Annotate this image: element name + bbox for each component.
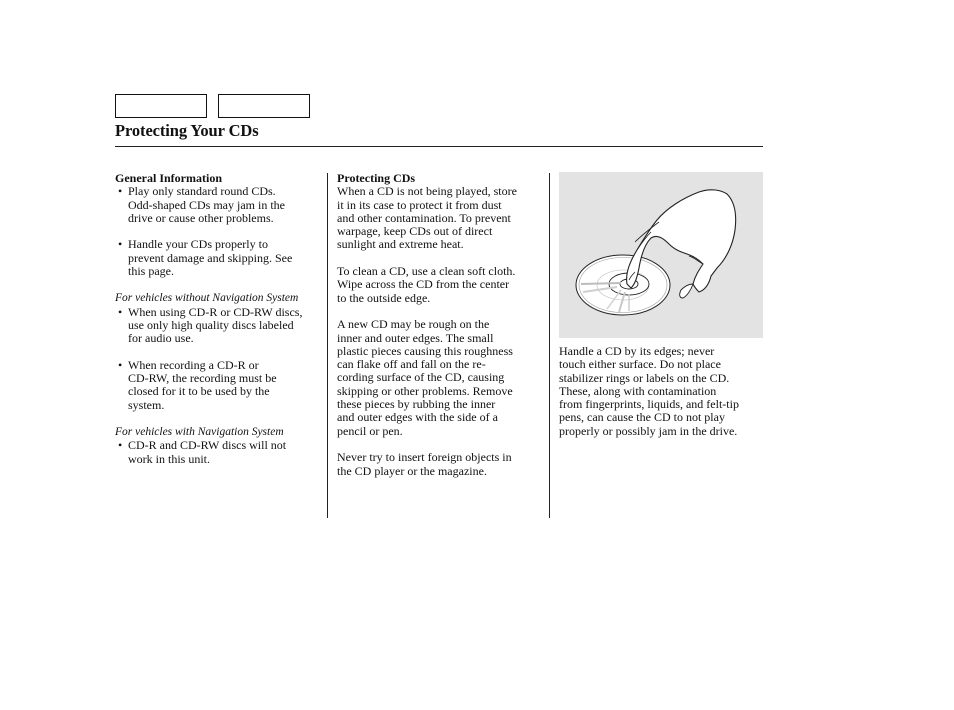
paragraph-line: Never try to insert foreign objects in (337, 450, 512, 465)
without-nav-bullet-list (115, 306, 325, 412)
paragraph-line: skipping or other problems. Remove (337, 383, 513, 398)
paragraph-line: the CD player or the magazine. (337, 463, 487, 478)
bullet-line: Odd-shaped CDs may jam in the (128, 197, 285, 212)
paragraph-line: to the outside edge. (337, 290, 431, 305)
bullet-item (115, 238, 325, 278)
general-information-column (115, 172, 325, 466)
caption-line: Handle a CD by its edges; never (559, 344, 715, 358)
with-nav-bullet-list (115, 439, 325, 466)
bullet-dot-icon: • (118, 184, 123, 199)
protecting-cds-paragraphs (337, 185, 545, 478)
title-rule (115, 146, 763, 147)
caption-text (559, 345, 764, 438)
bullet-dot-icon: • (118, 438, 123, 453)
bullet-line: When recording a CD-R or (128, 357, 259, 372)
bullet-line: for audio use. (128, 331, 194, 346)
paragraph-line: warpage, keep CDs out of direct (337, 224, 493, 239)
bullet-dot-icon: • (118, 357, 123, 372)
protecting-cds-heading: Protecting CDs (337, 171, 416, 185)
paragraph-line: cording surface of the CD, causing (337, 370, 505, 385)
bullet-line: drive or cause other problems. (128, 210, 274, 225)
paragraph-line: these pieces by rubbing the inner (337, 397, 496, 412)
bullet-line: use only high quality discs labeled (128, 317, 294, 332)
bullet-line: closed for it to be used by the (128, 384, 270, 399)
bullet-line: CD-R and CD-RW discs will not (128, 438, 287, 453)
paragraph (337, 318, 545, 438)
caption-line: stabilizer rings or labels on the CD. (559, 370, 730, 385)
paragraph (337, 265, 545, 305)
bullet-gap (115, 225, 325, 238)
paragraph-line: pencil or pen. (337, 423, 403, 438)
paragraph (337, 451, 545, 478)
bullet-item (115, 185, 325, 225)
caption-line: These, along with contamination (559, 383, 717, 398)
paragraph (337, 185, 545, 251)
paragraph-line: A new CD may be rough on the (337, 317, 490, 332)
paragraph-line: and outer edges with the side of a (337, 410, 498, 425)
general-information-heading: General Information (115, 171, 222, 185)
protecting-cds-column (337, 172, 545, 478)
bullet-line: this page. (128, 264, 174, 279)
bullet-line: CD-RW, the recording must be (128, 371, 277, 386)
bullet-gap (115, 346, 325, 359)
paragraph-line: it in its case to protect it from dust (337, 197, 502, 212)
note-without-navigation: For vehicles without Navigation System (115, 292, 299, 305)
paragraph-line: plastic pieces causing this roughness (337, 343, 513, 358)
bullet-item (115, 306, 325, 346)
paragraph-line: can flake off and fall on the re- (337, 357, 486, 372)
bullet-line: system. (128, 397, 165, 412)
caption-line: pens, can cause the CD to not play (559, 410, 725, 425)
caption-line: from fingerprints, liquids, and felt-tip (559, 397, 739, 412)
paragraph-line: Wipe across the CD from the center (337, 277, 510, 292)
cd-hand-svg (559, 172, 763, 338)
paragraph-line: inner and outer edges. The small (337, 330, 494, 345)
caption-line: touch either surface. Do not place (559, 357, 721, 372)
bullet-dot-icon: • (118, 304, 123, 319)
nav-box-section-index[interactable] (218, 94, 310, 118)
bullet-item (115, 359, 325, 412)
column-divider-1 (327, 173, 328, 518)
bullet-dot-icon: • (118, 237, 123, 252)
paragraph-line: and other contamination. To prevent (337, 210, 511, 225)
figure-caption (559, 345, 764, 438)
nav-box-main-menu[interactable] (115, 94, 207, 118)
page-title: Protecting Your CDs (115, 121, 259, 140)
bullet-line: Handle your CDs properly to (128, 237, 268, 252)
paragraph-line: To clean a CD, use a clean soft cloth. (337, 264, 516, 279)
paragraph-line: sunlight and extreme heat. (337, 237, 464, 252)
note-with-navigation: For vehicles with Navigation System (115, 426, 284, 439)
general-bullet-list (115, 185, 325, 278)
bullet-item (115, 439, 325, 466)
bullet-line: Play only standard round CDs. (128, 184, 276, 199)
column-divider-2 (549, 173, 550, 518)
paragraph-line: When a CD is not being played, store (337, 184, 517, 199)
bullet-line: When using CD-R or CD-RW discs, (128, 304, 303, 319)
bullet-line: prevent damage and skipping. See (128, 250, 293, 265)
bullet-line: work in this unit. (128, 451, 211, 466)
hand-holding-cd-illustration-icon (559, 172, 763, 338)
caption-line: properly or possibly jam in the drive. (559, 423, 738, 438)
